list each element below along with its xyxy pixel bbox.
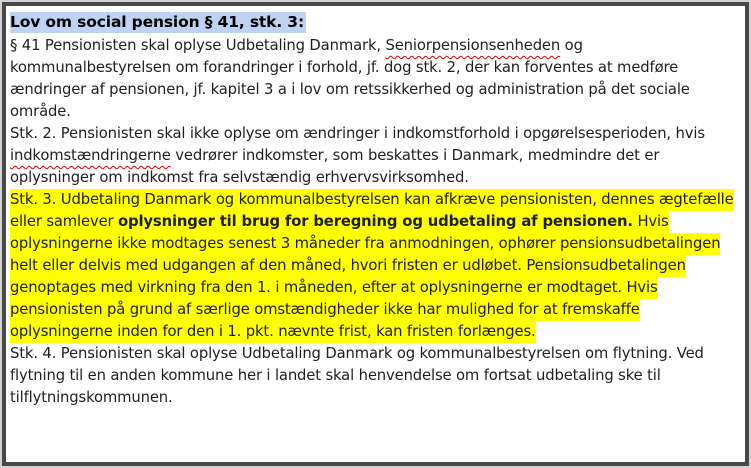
paragraph-list bbox=[10, 35, 737, 409]
text-run: § 41 Pensionisten skal oplyse Udbetaling Danmark, bbox=[10, 37, 386, 54]
text-run: Stk. 2. Pensionisten skal ikke oplyse om ændringer i indkomstforhold i opgørelsesperioden, hvis bbox=[10, 125, 705, 142]
text-run: oplysninger til brug for beregning og udbetaling af pensionen. bbox=[118, 211, 633, 233]
misspelled-word: Seniorpensionsenheden bbox=[385, 37, 561, 54]
text-run: Hvis oplysningerne ikke modtages senest 3 måneder fra anmodningen, ophører pensionsudbetalingen helt eller delvis med udgangen af den måned, hvori fristen er udløbet. Pensionsudbetalingen genoptages med virkning fra den 1. i måneden, efter at oplysningerne er modtaget. Hvis pensionisten på grund af særlige omstændigheder ikke har mulighed for at fremskaffe oplysningerne inden for den i 1. pkt. nævnte frist, kan fristen forlænges. bbox=[10, 211, 720, 343]
paragraph bbox=[10, 343, 737, 409]
paragraph bbox=[10, 35, 737, 123]
text-run: vedrører indkomster, som beskattes i Danmark, medmindre det er oplysninger om indkomst fra selvstændig erhvervsvirksomhed. bbox=[10, 147, 660, 186]
paragraph bbox=[10, 189, 737, 343]
text-run: Stk. 3. Udbetaling Danmark og kommunalbestyrelsen kan afkræve pensionisten, dennes ægtefælle eller samlever bbox=[10, 189, 734, 233]
document-title bbox=[10, 10, 737, 35]
text-run: og kommunalbestyrelsen om forandringer i forhold, jf. dog stk. 2, der kan forventes at medføre ændringer af pensionen, jf. kapitel 3 a i lov om retssikkerhed og administration på det sociale område. bbox=[10, 37, 690, 120]
text-box bbox=[2, 2, 749, 466]
misspelled-word: indkomstændringerne bbox=[10, 147, 171, 164]
document-content bbox=[6, 6, 745, 409]
paragraph bbox=[10, 123, 737, 189]
title-highlight: Lov om social pension § 41, stk. 3: bbox=[10, 13, 304, 31]
text-run: Stk. 4. Pensionisten skal oplyse Udbetaling Danmark og kommunalbestyrelsen om flytning. Ved flytning til en anden kommune her i landet skal henvendelse om fortsat udbetaling ske til tilflytningskommunen. bbox=[10, 345, 704, 406]
